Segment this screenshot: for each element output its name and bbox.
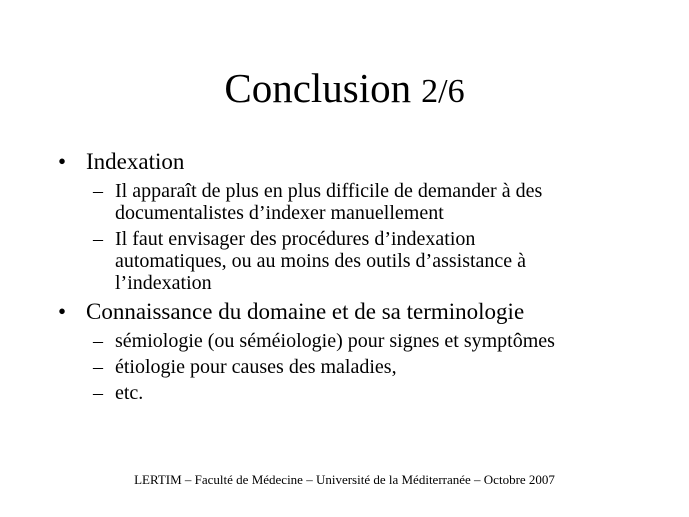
sub-item-line: documentalistes d’indexer manuellement: [115, 202, 444, 224]
slide-title: [0, 64, 689, 116]
sub-marker: –: [93, 330, 103, 352]
sub-item: [0, 228, 689, 294]
bullet-marker: •: [58, 299, 67, 324]
bullet-text: Indexation: [86, 149, 185, 174]
sub-marker: –: [93, 356, 103, 378]
page-indicator: 2/6: [421, 73, 465, 110]
sub-item-line: automatiques, ou au moins des outils d’assistance à: [115, 250, 527, 272]
sub-item: [0, 180, 689, 224]
sub-marker: –: [93, 228, 103, 250]
bullet-item: [0, 298, 689, 326]
sub-marker: –: [93, 382, 103, 404]
bullet-text: Connaissance du domaine et de sa terminologie: [86, 299, 525, 324]
sub-marker: –: [93, 180, 103, 202]
title-text: Conclusion: [224, 65, 412, 111]
sub-item-line: étiologie pour causes des maladies,: [115, 356, 397, 378]
sub-item-line: etc.: [115, 382, 144, 404]
slide-content: [0, 148, 689, 404]
sub-item: [0, 330, 689, 352]
sub-item-line: Il faut envisager des procédures d’indexation: [115, 228, 476, 250]
sub-item-line: sémiologie (ou séméiologie) pour signes et symptômes: [115, 330, 555, 352]
slide-footer: LERTIM – Faculté de Médecine – Université de la Méditerranée – Octobre 2007: [134, 472, 555, 487]
sub-item-line: l’indexation: [115, 272, 212, 294]
sub-item-line: Il apparaît de plus en plus difficile de demander à des: [115, 180, 543, 202]
sub-item: [0, 382, 689, 404]
sub-item: [0, 356, 689, 378]
bullet-marker: •: [58, 149, 67, 174]
bullet-item: [0, 148, 689, 176]
